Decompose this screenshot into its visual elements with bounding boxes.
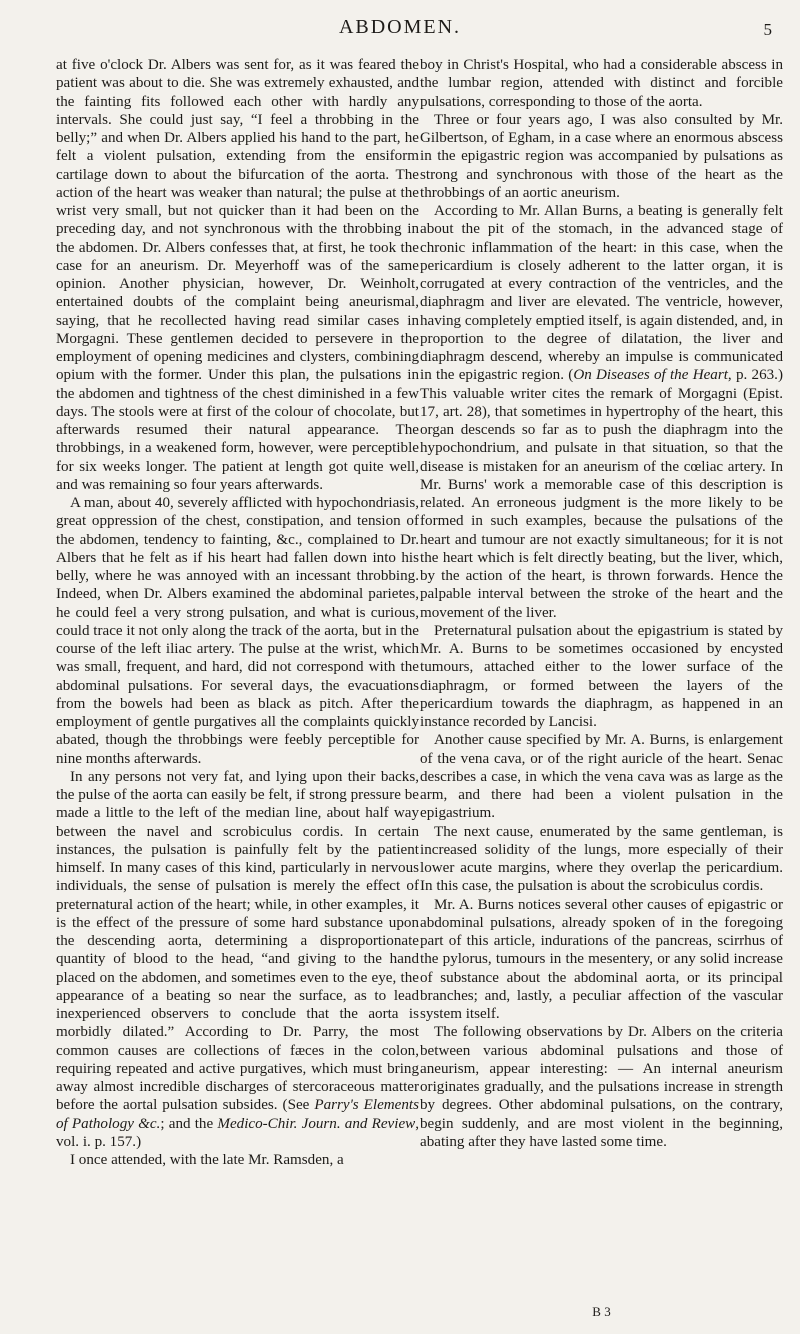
page-number: 5 (763, 20, 772, 39)
paragraph: I once attended, with the late Mr. Ramsden, a (70, 1152, 344, 1168)
paragraph: The following observations by Dr. Albers on the criteria between various abdominal pulsations and those of aneurism, appear interesting: — An internal aneurism originates gradually, and the pulsations increase in strength by degrees. Other abdominal pulsations, on the contrary, begin suddenly, and are most violent in the beginning, abating after they have lasted some time. (420, 1024, 783, 1150)
right-column (420, 56, 783, 1151)
paragraph (56, 768, 419, 1151)
citation: Medico-Chir. Journ. and Review (217, 1115, 416, 1132)
paragraph: Mr. A. Burns notices several other causes of epigastric or abdominal pulsations, already spoken of in the foregoing part of this article, indurations of the pancreas, scirrhus of the pylorus, tumours in the mesentery, or any solid increase of substance about the abdominal aorta, or its principal branches; and, lastly, a peculiar affection of the vascular system itself. (420, 896, 783, 1022)
citation: Parry's Elements of Pathology &c. (56, 1097, 419, 1132)
paragraph: Preternatural pulsation about the epigastrium is stated by Mr. A. Burns to be sometimes occasioned by encysted tumours, attached either to the lower surface of the diaphragm, or formed between the layers of the pericardium towards the diaphragm, as happened in an instance recorded by Lancisi. (420, 622, 783, 730)
paragraph: at five o'clock Dr. Albers was sent for, as it was feared the patient was about to die. She was extremely exhausted, and the fainting fits followed each other with hardly any intervals. She could just say, “I feel a throbbing in the belly;” and when Dr. Albers applied his hand to the part, he felt a violent pulsation, extending from the ensiform cartilage down to about the bifurcation of the aorta. The action of the heart was weaker than natural; the pulse at the wrist very small, but not quicker than it had been on the preceding day, and not synchronous with the throbbing in the abdomen. Dr. Albers confesses that, at first, he took the case for an aneurism. Dr. Meyerhoff was of the same opinion. Another physician, however, Dr. Weinholt, entertained doubts of the complaint being aneurismal, saying, that he recollected having read similar cases in Morgagni. These gentlemen decided to persevere in the employment of opening medicines and clysters, combining opium with the former. Under this plan, the pulsations in the abdomen and tightness of the chest diminished in a few days. The stools were at first of the colour of chocolate, but afterwards resumed their natural appearance. The throbbings, in a weakened form, however, were perceptible for six weeks longer. The patient at length got quite well, and was remaining so four years afterwards. (56, 57, 419, 493)
paragraph-text: According to Mr. Allan Burns, a beating is generally felt about the pit of the stomach, in the advanced stage of chronic inflammation of the heart: in this case, when the pericardium is closely adherent to the latter organ, it is corrugated at every contraction of the ventricles, and the diaphragm and liver are elevated. The ventricle, however, having completely emptied itself, is again distended, and, in proportion to the degree of dilatation, the liver and diaphragm descend, whereby an impulse is communicated in the epigastric region. ( (420, 203, 783, 384)
paragraph: The next cause, enumerated by the same gentleman, is increased solidity of the lungs, more especially of their lower acute margins, where they overlap the pericardium. In this case, the pulsation is about the scrobiculus cordis. (420, 823, 783, 895)
left-column (56, 56, 419, 1169)
paragraph: A man, about 40, severely afflicted with hypochondriasis, great oppression of the chest, constipation, and tension of the abdomen, tendency to fainting, &c., complained to Dr. Albers that he felt as if his heart had fallen down into his belly, where he was annoyed with an incessant throbbing. Indeed, when Dr. Albers examined the abdominal parietes, he could feel a very strong pulsation, and what is curious, could trace it not only along the track of the aorta, but in the course of the left iliac artery. The pulse at the wrist, which was small, frequent, and hard, did not correspond with the abdominal pulsations. For several days, the evacuations from the bowels had been as black as pitch. After the employment of gentle purgatives all the complaints quickly abated, though the throbbings were feebly perceptible for nine months afterwards. (56, 495, 419, 767)
paragraph: Another cause specified by Mr. A. Burns, is enlargement of the vena cava, or of the right auricle of the heart. Senac describes a case, in which the vena cava was as large as the arm, and there had been a violent pulsation in the epigastrium. (420, 732, 783, 822)
citation: On Diseases of the Heart (573, 367, 728, 384)
running-head (0, 16, 800, 44)
running-head-title: ABDOMEN. (338, 16, 462, 38)
paragraph-text: In any persons not very fat, and lying upon their backs, the pulse of the aorta can easily be felt, if strong pressure be made a little to the left of the median line, about half way between the navel and scrobiculus cordis. In certain instances, the pulsation is painfully felt by the patient himself. In many cases of this kind, particularly in nervous individuals, the sense of pulsation is merely the effect of preternatural action of the heart; while, in other examples, it is the effect of the pressure of some hard substance upon the descending aorta, determining a disproportionate quantity of blood to the head, “and giving to the hand placed on the abdomen, and sometimes even to the eye, the appearance of a beating so near the surface, as to lead inexperienced observers to conclude that the aorta is morbidly dilated.” According to Dr. Parry, the most common causes are collections of fæces in the colon, requiring repeated and active purgatives, which must bring away almost incredible discharges of stercoraceous matter before the aortal pulsation subsides. (See (56, 768, 419, 1114)
paragraph: boy in Christ's Hospital, who had a considerable abscess in the lumbar region, attended with distinct and forcible pulsations, corresponding to those of the aorta. (420, 57, 783, 110)
paragraph-text: , p. 263.) This valuable writer cites the remark of Morgagni (Epist. 17, art. 28), that sometimes in hypertrophy of the heart, this organ descends so far as to push the diaphragm into the hypochondrium, and pulsate in that situation, so that the disease is mistaken for an aneurism of the cœliac artery. In Mr. Burns' work a memorable case of this description is related. An erroneous judgment is the more likely to be formed in such examples, because the pulsations of the heart and tumour are not exactly simultaneous; for it is not the heart which is felt directly beating, but the liver, which, by the action of the heart, is thrown forwards. Hence the palpable interval between the stroke of the heart and the movement of the liver. (420, 367, 783, 621)
signature-mark: B 3 (592, 1304, 611, 1319)
paragraph-text: ; and the (160, 1115, 218, 1132)
paragraph: Three or four years ago, I was also consulted by Mr. Gilbertson, of Egham, in a case where an enormous abscess in the epigastric region was accompanied by pulsations as strong and synchronous with those of the heart as the throbbings of an aortic aneurism. (420, 111, 783, 201)
paragraph (420, 202, 783, 622)
paragraph-text: , vol. i. p. 157.) (56, 1115, 419, 1150)
